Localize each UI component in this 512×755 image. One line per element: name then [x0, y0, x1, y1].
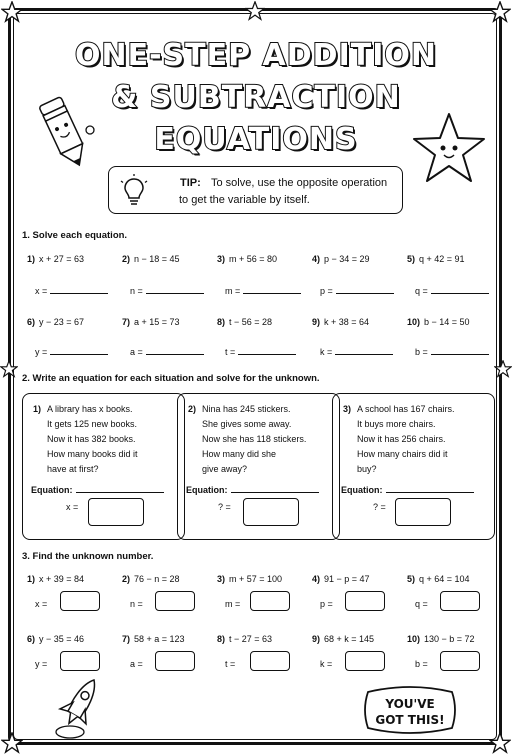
answer-label: t = [225, 659, 236, 669]
equation-problem [312, 317, 369, 327]
equation-answer-line[interactable] [231, 484, 319, 493]
answer-blank[interactable] [335, 346, 393, 355]
word-problem-card [332, 393, 495, 540]
problem-number: 1) [33, 404, 42, 414]
answer-box[interactable] [60, 591, 100, 611]
answer-label: m = [225, 286, 241, 296]
answer-label: p = [320, 286, 333, 296]
equation-text: x + 27 = 63 [39, 254, 85, 264]
equation-text: q + 42 = 91 [419, 254, 465, 264]
answer-box[interactable] [155, 651, 195, 671]
answer-label: b = [415, 347, 428, 357]
problem-number: 5) [407, 574, 416, 584]
answer-line [130, 285, 204, 296]
equation-text: q + 64 = 104 [419, 574, 470, 584]
problem-number: 4) [312, 574, 321, 584]
star-icon [1, 732, 23, 754]
answer-label: y = [35, 347, 48, 357]
problem-number: 10) [407, 634, 421, 644]
answer-box[interactable] [250, 651, 290, 671]
equation-problem [312, 574, 370, 584]
answer-box[interactable] [440, 591, 480, 611]
problem-number: 8) [217, 634, 226, 644]
answer-box[interactable] [395, 498, 451, 526]
problem-number: 1) [27, 574, 36, 584]
word-problem-card [177, 393, 340, 540]
rocket-icon [48, 672, 110, 740]
equation-answer-line[interactable] [76, 484, 164, 493]
section-3-heading: 3. Find the unknown number. [22, 551, 154, 562]
answer-box[interactable] [345, 591, 385, 611]
answer-line [225, 346, 296, 357]
star-icon [494, 360, 512, 378]
star-icon [245, 1, 265, 21]
problem-text: give away? [202, 464, 248, 474]
problem-number: 8) [217, 317, 226, 327]
problem-number: 2) [188, 404, 197, 414]
equation-problem [407, 634, 475, 644]
answer-box[interactable] [155, 591, 195, 611]
answer-blank[interactable] [146, 346, 204, 355]
answer-label: y = [35, 659, 48, 669]
equation-text: x + 39 = 84 [39, 574, 85, 584]
equation-problem [312, 634, 374, 644]
problem-number: 9) [312, 317, 321, 327]
answer-blank[interactable] [431, 346, 489, 355]
answer-line [225, 285, 301, 296]
equation-answer-line[interactable] [386, 484, 474, 493]
equation-problem [312, 254, 370, 264]
equation-text: p − 34 = 29 [324, 254, 370, 264]
answer-label: t = [225, 347, 236, 357]
equation-text: 76 − n = 28 [134, 574, 180, 584]
badge-line-2: GOT THIS! [375, 713, 445, 727]
problem-text: How many chairs did it [357, 449, 448, 459]
answer-box[interactable] [243, 498, 299, 526]
answer-label: x = [35, 286, 48, 296]
equation-problem [27, 634, 84, 644]
problem-text: How many books did it [47, 449, 138, 459]
equation-text: t − 56 = 28 [229, 317, 273, 327]
answer-label: b = [415, 659, 428, 669]
problem-number: 6) [27, 317, 36, 327]
tip-label: TIP: [180, 177, 201, 189]
answer-label: ? = [218, 502, 231, 512]
problem-text: It buys more chairs. [357, 419, 436, 429]
problem-number: 4) [312, 254, 321, 264]
problem-text: Now she has 118 stickers. [202, 434, 307, 444]
tip-text-line-1: To solve, use the opposite operation [211, 177, 388, 189]
word-problem-card [22, 393, 185, 540]
equation-text: 130 − b = 72 [424, 634, 475, 644]
equation-problem [27, 254, 84, 264]
answer-blank[interactable] [146, 285, 204, 294]
problem-text: have at first? [47, 464, 99, 474]
encouragement-badge [360, 680, 460, 740]
answer-box[interactable] [250, 591, 290, 611]
star-mascot-icon [410, 110, 488, 188]
answer-line [35, 285, 108, 296]
problem-number: 2) [122, 574, 131, 584]
answer-label: n = [130, 599, 143, 609]
equation-text: m + 57 = 100 [229, 574, 283, 584]
answer-label: p = [320, 599, 333, 609]
equation-text: 91 − p = 47 [324, 574, 370, 584]
lightbulb-icon [117, 173, 151, 207]
tip-text-line-2: to get the variable by itself. [179, 194, 310, 206]
equation-problem [407, 317, 470, 327]
section-1-heading: 1. Solve each equation. [22, 230, 128, 241]
answer-label: x = [35, 599, 48, 609]
problem-number: 3) [343, 404, 352, 414]
title-line-3: EQUATIONS [154, 122, 358, 157]
answer-box[interactable] [345, 651, 385, 671]
equation-text: n − 18 = 45 [134, 254, 180, 264]
problem-text: Nina has 245 stickers. [202, 404, 291, 414]
equation-problem [217, 317, 272, 327]
title-line-2: & SUBTRACTION [111, 80, 401, 115]
answer-blank[interactable] [243, 285, 301, 294]
problem-number: 3) [217, 254, 226, 264]
answer-label: ? = [373, 502, 386, 512]
answer-label: x = [66, 502, 79, 512]
answer-label: q = [415, 286, 428, 296]
answer-blank[interactable] [238, 346, 296, 355]
equation-problem [217, 634, 272, 644]
answer-blank[interactable] [431, 285, 489, 294]
answer-blank[interactable] [336, 285, 394, 294]
title-line-1: ONE-STEP ADDITION [75, 38, 437, 73]
pencil-mascot-icon [30, 92, 100, 172]
answer-label: k = [320, 347, 333, 357]
tip-box [108, 166, 403, 214]
answer-line [415, 346, 489, 357]
problem-number: 1) [27, 254, 36, 264]
answer-box[interactable] [440, 651, 480, 671]
problem-text: Now it has 382 books. [47, 434, 136, 444]
equation-problem [122, 254, 180, 264]
answer-line [35, 346, 108, 357]
answer-label: n = [130, 286, 143, 296]
answer-label: k = [320, 659, 333, 669]
equation-label: Equation: [341, 485, 383, 495]
equation-text: t − 27 = 63 [229, 634, 273, 644]
answer-blank[interactable] [50, 346, 108, 355]
answer-line [320, 346, 393, 357]
star-icon [0, 360, 18, 378]
star-icon [489, 732, 511, 754]
problem-text: Now it has 256 chairs. [357, 434, 446, 444]
equation-problem [122, 317, 180, 327]
equation-text: b − 14 = 50 [424, 317, 470, 327]
equation-text: a + 15 = 73 [134, 317, 180, 327]
equation-label: Equation: [31, 485, 73, 495]
equation-problem [122, 634, 185, 644]
equation-text: y − 35 = 46 [39, 634, 85, 644]
problem-number: 6) [27, 634, 36, 644]
problem-text: buy? [357, 464, 377, 474]
answer-label: a = [130, 347, 143, 357]
problem-text: How many did she [202, 449, 277, 459]
problem-number: 5) [407, 254, 416, 264]
equation-problem [407, 254, 465, 264]
answer-line [130, 346, 204, 357]
equation-problem [407, 574, 470, 584]
badge-line-1: YOU'VE [385, 697, 435, 711]
equation-text: m + 56 = 80 [229, 254, 278, 264]
answer-label: a = [130, 659, 143, 669]
equation-text: 58 + a = 123 [134, 634, 185, 644]
answer-blank[interactable] [50, 285, 108, 294]
equation-text: k + 38 = 64 [324, 317, 370, 327]
answer-line [320, 285, 394, 296]
problem-text: It gets 125 new books. [47, 419, 138, 429]
star-icon [1, 1, 23, 23]
equation-problem [217, 574, 282, 584]
problem-number: 9) [312, 634, 321, 644]
problem-number: 2) [122, 254, 131, 264]
answer-label: q = [415, 599, 428, 609]
equation-problem [27, 574, 84, 584]
equation-text: y − 23 = 67 [39, 317, 85, 327]
equation-problem [122, 574, 180, 584]
problem-text: A library has x books. [47, 404, 133, 414]
equation-label: Equation: [186, 485, 228, 495]
problem-text: She gives some away. [202, 419, 292, 429]
problem-number: 3) [217, 574, 226, 584]
answer-label: m = [225, 599, 241, 609]
answer-line [415, 285, 489, 296]
problem-number: 7) [122, 634, 131, 644]
section-2-heading: 2. Write an equation for each situation and solve for the unknown. [22, 373, 320, 384]
star-icon [489, 1, 511, 23]
answer-box[interactable] [88, 498, 144, 526]
problem-text: A school has 167 chairs. [357, 404, 455, 414]
equation-problem [217, 254, 277, 264]
problem-number: 10) [407, 317, 421, 327]
answer-box[interactable] [60, 651, 100, 671]
equation-problem [27, 317, 84, 327]
equation-text: 68 + k = 145 [324, 634, 375, 644]
problem-number: 7) [122, 317, 131, 327]
